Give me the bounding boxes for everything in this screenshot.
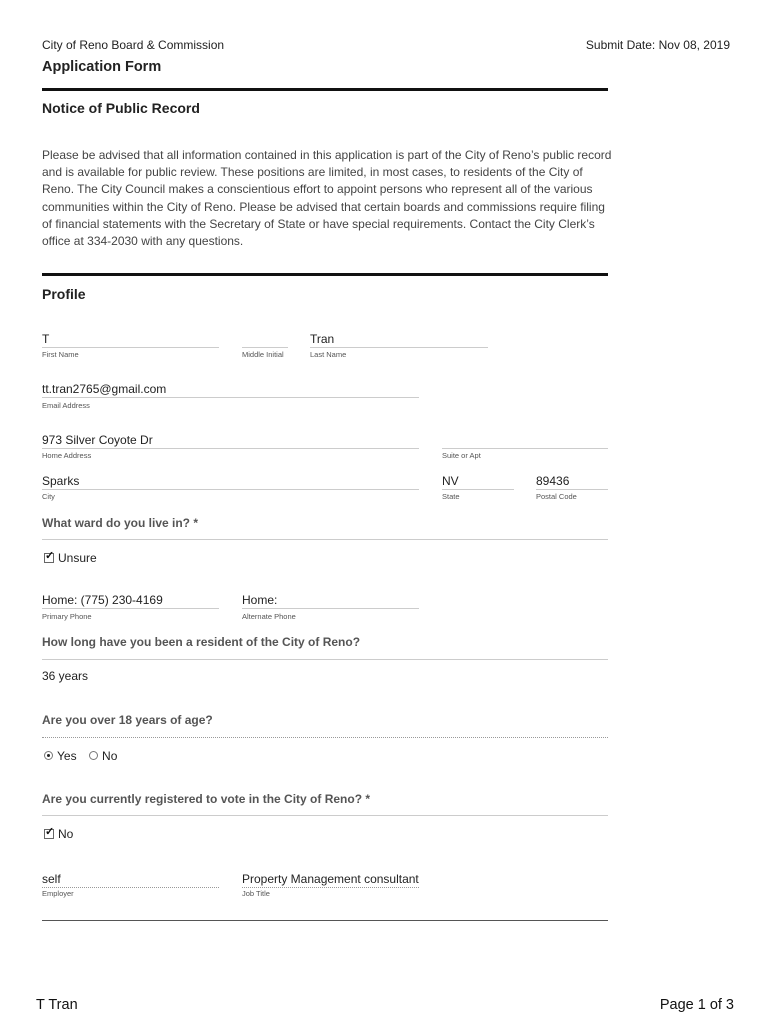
checkmark-icon: ✓ (45, 549, 55, 562)
city-label: City (42, 492, 55, 501)
postal-code-field[interactable] (536, 474, 608, 490)
registered-answer: No (58, 826, 74, 841)
notice-title: Notice of Public Record (42, 100, 200, 116)
home-address-underline (42, 448, 419, 449)
state-field[interactable] (442, 474, 514, 490)
employer-value: self (42, 872, 61, 886)
last-name-underline (310, 347, 488, 348)
alternate-phone-field[interactable] (242, 593, 419, 609)
section-end-divider (42, 920, 608, 921)
suite-field[interactable] (442, 433, 608, 449)
age-yes-label: Yes (57, 748, 77, 763)
home-address-field[interactable] (42, 433, 419, 449)
first-name-underline (42, 347, 219, 348)
middle-initial-value (242, 332, 288, 347)
registered-question: Are you currently registered to vote in the City of Reno? * (42, 792, 371, 806)
job-title-value: Property Management consultant (242, 872, 419, 886)
ward-question: What ward do you live in? * (42, 516, 199, 530)
profile-title: Profile (42, 286, 86, 302)
home-address-value: 973 Silver Coyote Dr (42, 433, 153, 447)
primary-phone-underline (42, 608, 219, 609)
postal-code-underline (536, 489, 608, 490)
suite-value (442, 433, 608, 448)
first-name-field[interactable] (42, 332, 219, 348)
registered-checkbox[interactable] (44, 825, 55, 839)
form-title: Application Form (42, 59, 162, 75)
first-name-label: First Name (42, 350, 79, 359)
employer-label: Employer (42, 889, 74, 898)
suite-label: Suite or Apt (442, 451, 481, 460)
header-divider (42, 88, 608, 91)
last-name-value: Tran (310, 332, 335, 346)
job-title-underline (242, 887, 419, 888)
submit-date: Submit Date: Nov 08, 2019 (585, 38, 730, 52)
employer-underline (42, 887, 219, 888)
city-value: Sparks (42, 474, 80, 488)
ward-divider (42, 539, 608, 540)
first-name-value: T (42, 332, 50, 346)
primary-phone-label: Primary Phone (42, 612, 92, 621)
email-field[interactable] (42, 382, 419, 398)
middle-initial-underline (242, 347, 288, 348)
registered-divider (42, 815, 608, 816)
alternate-phone-value: Home: (242, 593, 278, 607)
organization-name: City of Reno Board & Commission (42, 38, 225, 52)
primary-phone-field[interactable] (42, 593, 219, 609)
city-field[interactable] (42, 474, 419, 490)
job-title-field[interactable] (242, 872, 419, 888)
alternate-phone-label: Alternate Phone (242, 612, 296, 621)
employer-field[interactable] (42, 872, 219, 888)
ward-option[interactable] (44, 549, 97, 567)
suite-underline (442, 448, 608, 449)
job-title-label: Job Title (242, 889, 270, 898)
state-underline (442, 489, 514, 490)
age-question: Are you over 18 years of age? (42, 713, 213, 727)
email-underline (42, 397, 419, 398)
age-no-radio[interactable] (89, 751, 98, 760)
residency-divider (42, 659, 608, 660)
last-name-label: Last Name (310, 350, 347, 359)
checkmark-icon: ✓ (45, 825, 55, 838)
ward-answer: Unsure (58, 550, 97, 565)
last-name-field[interactable] (310, 332, 488, 348)
notice-body: Please be advised that all information contained in this application is part of the City of Reno’s public record and is available for public review. These positions are limited, in most cases, to residents of the City of Reno. The City Council makes a conscientious effort to appoint persons who represent all of the various communities within the City of Reno. Please be advised that certain boards and commissions require filing of financial statements with the Secretary of State or have special requirements. Contact the City Clerk’s office at 334-2030 with any questions. (42, 148, 612, 249)
age-options (44, 747, 117, 765)
residency-answer: 36 years (42, 669, 89, 683)
ward-checkbox[interactable] (44, 549, 55, 563)
middle-initial-label: Middle Initial (242, 350, 284, 359)
footer-applicant-name: T Tran (36, 997, 78, 1013)
notice-divider (42, 273, 608, 276)
postal-code-value: 89436 (536, 474, 570, 488)
state-label: State (442, 492, 460, 501)
middle-initial-field[interactable] (242, 332, 288, 348)
email-value: tt.tran2765@gmail.com (42, 382, 167, 396)
residency-question: How long have you been a resident of the City of Reno? (42, 635, 361, 649)
age-divider (42, 737, 608, 738)
registered-option[interactable] (44, 825, 73, 843)
state-value: NV (442, 474, 459, 488)
footer-page-number: Page 1 of 3 (659, 997, 734, 1013)
home-address-label: Home Address (42, 451, 92, 460)
postal-code-label: Postal Code (536, 492, 577, 501)
radio-selected-dot (47, 754, 50, 757)
city-underline (42, 489, 419, 490)
age-yes-radio[interactable] (44, 751, 53, 760)
alternate-phone-underline (242, 608, 419, 609)
email-label: Email Address (42, 401, 90, 410)
age-no-label: No (102, 748, 118, 763)
primary-phone-value: Home: (775) 230-4169 (42, 593, 163, 607)
